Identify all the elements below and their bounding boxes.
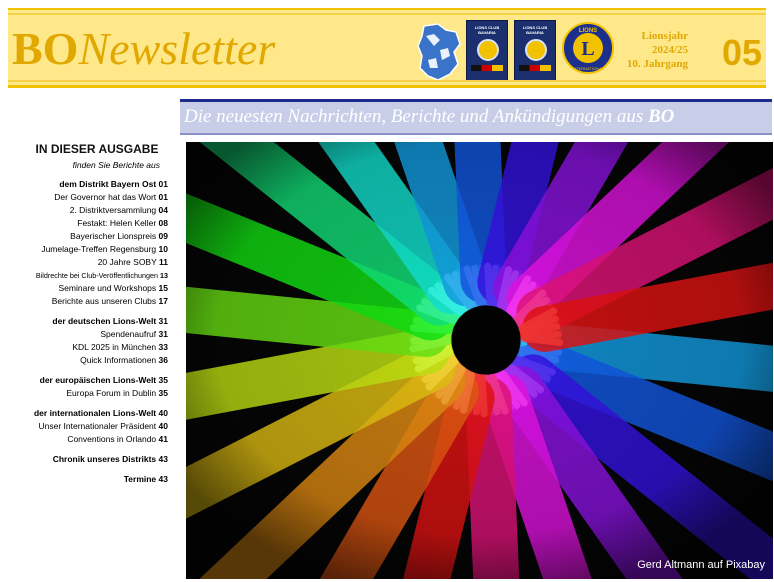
toc-item-label: Spendenaufruf — [100, 329, 157, 339]
newsletter-header — [8, 8, 766, 88]
toc-item[interactable] — [8, 191, 168, 204]
logo-subtext: INTERNATIONAL — [572, 66, 604, 71]
pennant-flag-stripe — [519, 65, 551, 71]
newsletter-title — [12, 23, 276, 74]
district-pennant — [514, 20, 556, 82]
toc-section-label: der internationalen Lions-Welt — [33, 408, 157, 418]
toc-item[interactable] — [8, 217, 168, 230]
toc-section-label: der europäischen Lions-Welt — [39, 375, 157, 385]
toc-page-number: 01 — [158, 192, 168, 202]
toc-page-number: 31 — [158, 316, 168, 326]
toc-page-number: 41 — [158, 434, 168, 444]
toc-item-label: Seminare und Workshops — [58, 283, 157, 293]
banner-text — [184, 106, 674, 128]
toc-page-number: 35 — [158, 375, 168, 385]
toc-page-number: 40 — [158, 421, 168, 431]
photo-credit: Gerd Altmann auf Pixabay — [637, 559, 765, 571]
toc-item[interactable] — [8, 295, 168, 308]
toc-section-heading[interactable] — [8, 374, 168, 387]
toc-item[interactable] — [8, 328, 168, 341]
toc-item[interactable] — [8, 269, 168, 282]
toc-list — [8, 178, 168, 486]
toc-item[interactable] — [8, 433, 168, 446]
logo-text: LIONS — [578, 28, 598, 34]
table-of-contents — [8, 142, 168, 486]
toc-section-label: Termine — [123, 474, 157, 484]
lionsjahr-label: Lionsjahr — [641, 30, 688, 42]
toc-page-number: 13 — [160, 271, 168, 280]
toc-section-heading[interactable] — [8, 178, 168, 191]
cover-photo — [186, 142, 773, 579]
toc-item-label: Quick Informationen — [80, 355, 157, 365]
lionsjahr-block — [620, 30, 688, 71]
toc-page-number: 40 — [158, 408, 168, 418]
toc-title: IN DIESER AUSGABE — [35, 142, 159, 156]
toc-item-label: KDL 2025 in München — [72, 342, 157, 352]
toc-section-heading[interactable] — [8, 315, 168, 328]
toc-item[interactable] — [8, 354, 168, 367]
toc-item[interactable] — [8, 256, 168, 269]
toc-item-label: Bayerischer Lionspreis — [70, 231, 157, 241]
toc-page-number: 17 — [158, 296, 168, 306]
toc-page-number: 09 — [158, 231, 168, 241]
title-newsletter: Newsletter — [78, 23, 276, 74]
pennant-text: LIONS CLUB BAVARIA — [474, 25, 500, 35]
toc-subtitle: finden Sie Berichte aus — [72, 160, 160, 170]
toc-section-label: der deutschen Lions-Welt — [52, 316, 157, 326]
toc-section-label: dem Distrikt Bayern Ost — [59, 179, 157, 189]
svg-text:L: L — [581, 38, 595, 60]
banner-text-main: Die neuesten Nachrichten, Berichte und Ankündigungen aus — [184, 106, 644, 127]
toc-page-number: 04 — [158, 205, 168, 215]
bavaria-map-icon — [416, 22, 462, 82]
toc-item-label: Unser Internationaler Präsident — [38, 421, 157, 431]
toc-item-label: Jumelage-Treffen Regensburg — [41, 244, 157, 254]
toc-page-number: 33 — [158, 342, 168, 352]
toc-page-number: 08 — [158, 218, 168, 228]
toc-section-heading[interactable] — [8, 473, 168, 486]
toc-section-label: Chronik unseres Distrikts — [52, 454, 157, 464]
toc-item-label: Der Governor hat das Wort — [54, 192, 157, 202]
toc-item-label: Berichte aus unseren Clubs — [51, 296, 157, 306]
toc-section-heading[interactable] — [8, 453, 168, 466]
toc-item[interactable] — [8, 387, 168, 400]
toc-item-label: Festakt: Helen Keller — [77, 218, 157, 228]
club-pennant — [466, 20, 508, 82]
toc-page-number: 43 — [158, 454, 168, 464]
pennant-lions-emblem — [477, 39, 499, 61]
pennant-lions-emblem — [525, 39, 547, 61]
toc-page-number: 31 — [158, 329, 168, 339]
rainbow-hands-image — [186, 142, 773, 579]
toc-item-label: Conventions in Orlando — [67, 434, 157, 444]
logo-group — [416, 18, 612, 84]
toc-item-label: Europa Forum in Dublin — [66, 388, 157, 398]
toc-item[interactable] — [8, 204, 168, 217]
toc-page-number: 10 — [158, 244, 168, 254]
toc-item[interactable] — [8, 230, 168, 243]
jahrgang: 10. Jahrgang — [626, 57, 688, 70]
toc-item-label: Bildrechte bei Club-Veröffentlichungen — [35, 271, 158, 280]
toc-page-number: 43 — [158, 474, 168, 484]
toc-page-number: 35 — [158, 388, 168, 398]
toc-page-number: 11 — [159, 257, 168, 267]
toc-page-number: 36 — [158, 355, 168, 365]
title-bo: BO — [12, 23, 79, 74]
pennant-flag-stripe — [471, 65, 503, 71]
toc-page-number: 01 — [158, 179, 168, 189]
pennant-text: LIONS CLUB BAVARIA — [522, 25, 548, 35]
lions-international-logo-icon — [562, 22, 614, 74]
toc-section-heading[interactable] — [8, 407, 168, 420]
lionsjahr-value: 2024/25 — [651, 43, 688, 56]
toc-item[interactable] — [8, 243, 168, 256]
toc-item[interactable] — [8, 341, 168, 354]
toc-item[interactable] — [8, 420, 168, 433]
subtitle-banner — [180, 99, 772, 135]
toc-page-number: 15 — [158, 283, 168, 293]
toc-item-label: 20 Jahre SOBY — [97, 257, 157, 267]
toc-item-label: 2. Distriktversammlung — [69, 205, 157, 215]
banner-text-bold: BO — [648, 106, 675, 127]
toc-item[interactable] — [8, 282, 168, 295]
issue-number: 05 — [722, 32, 763, 73]
